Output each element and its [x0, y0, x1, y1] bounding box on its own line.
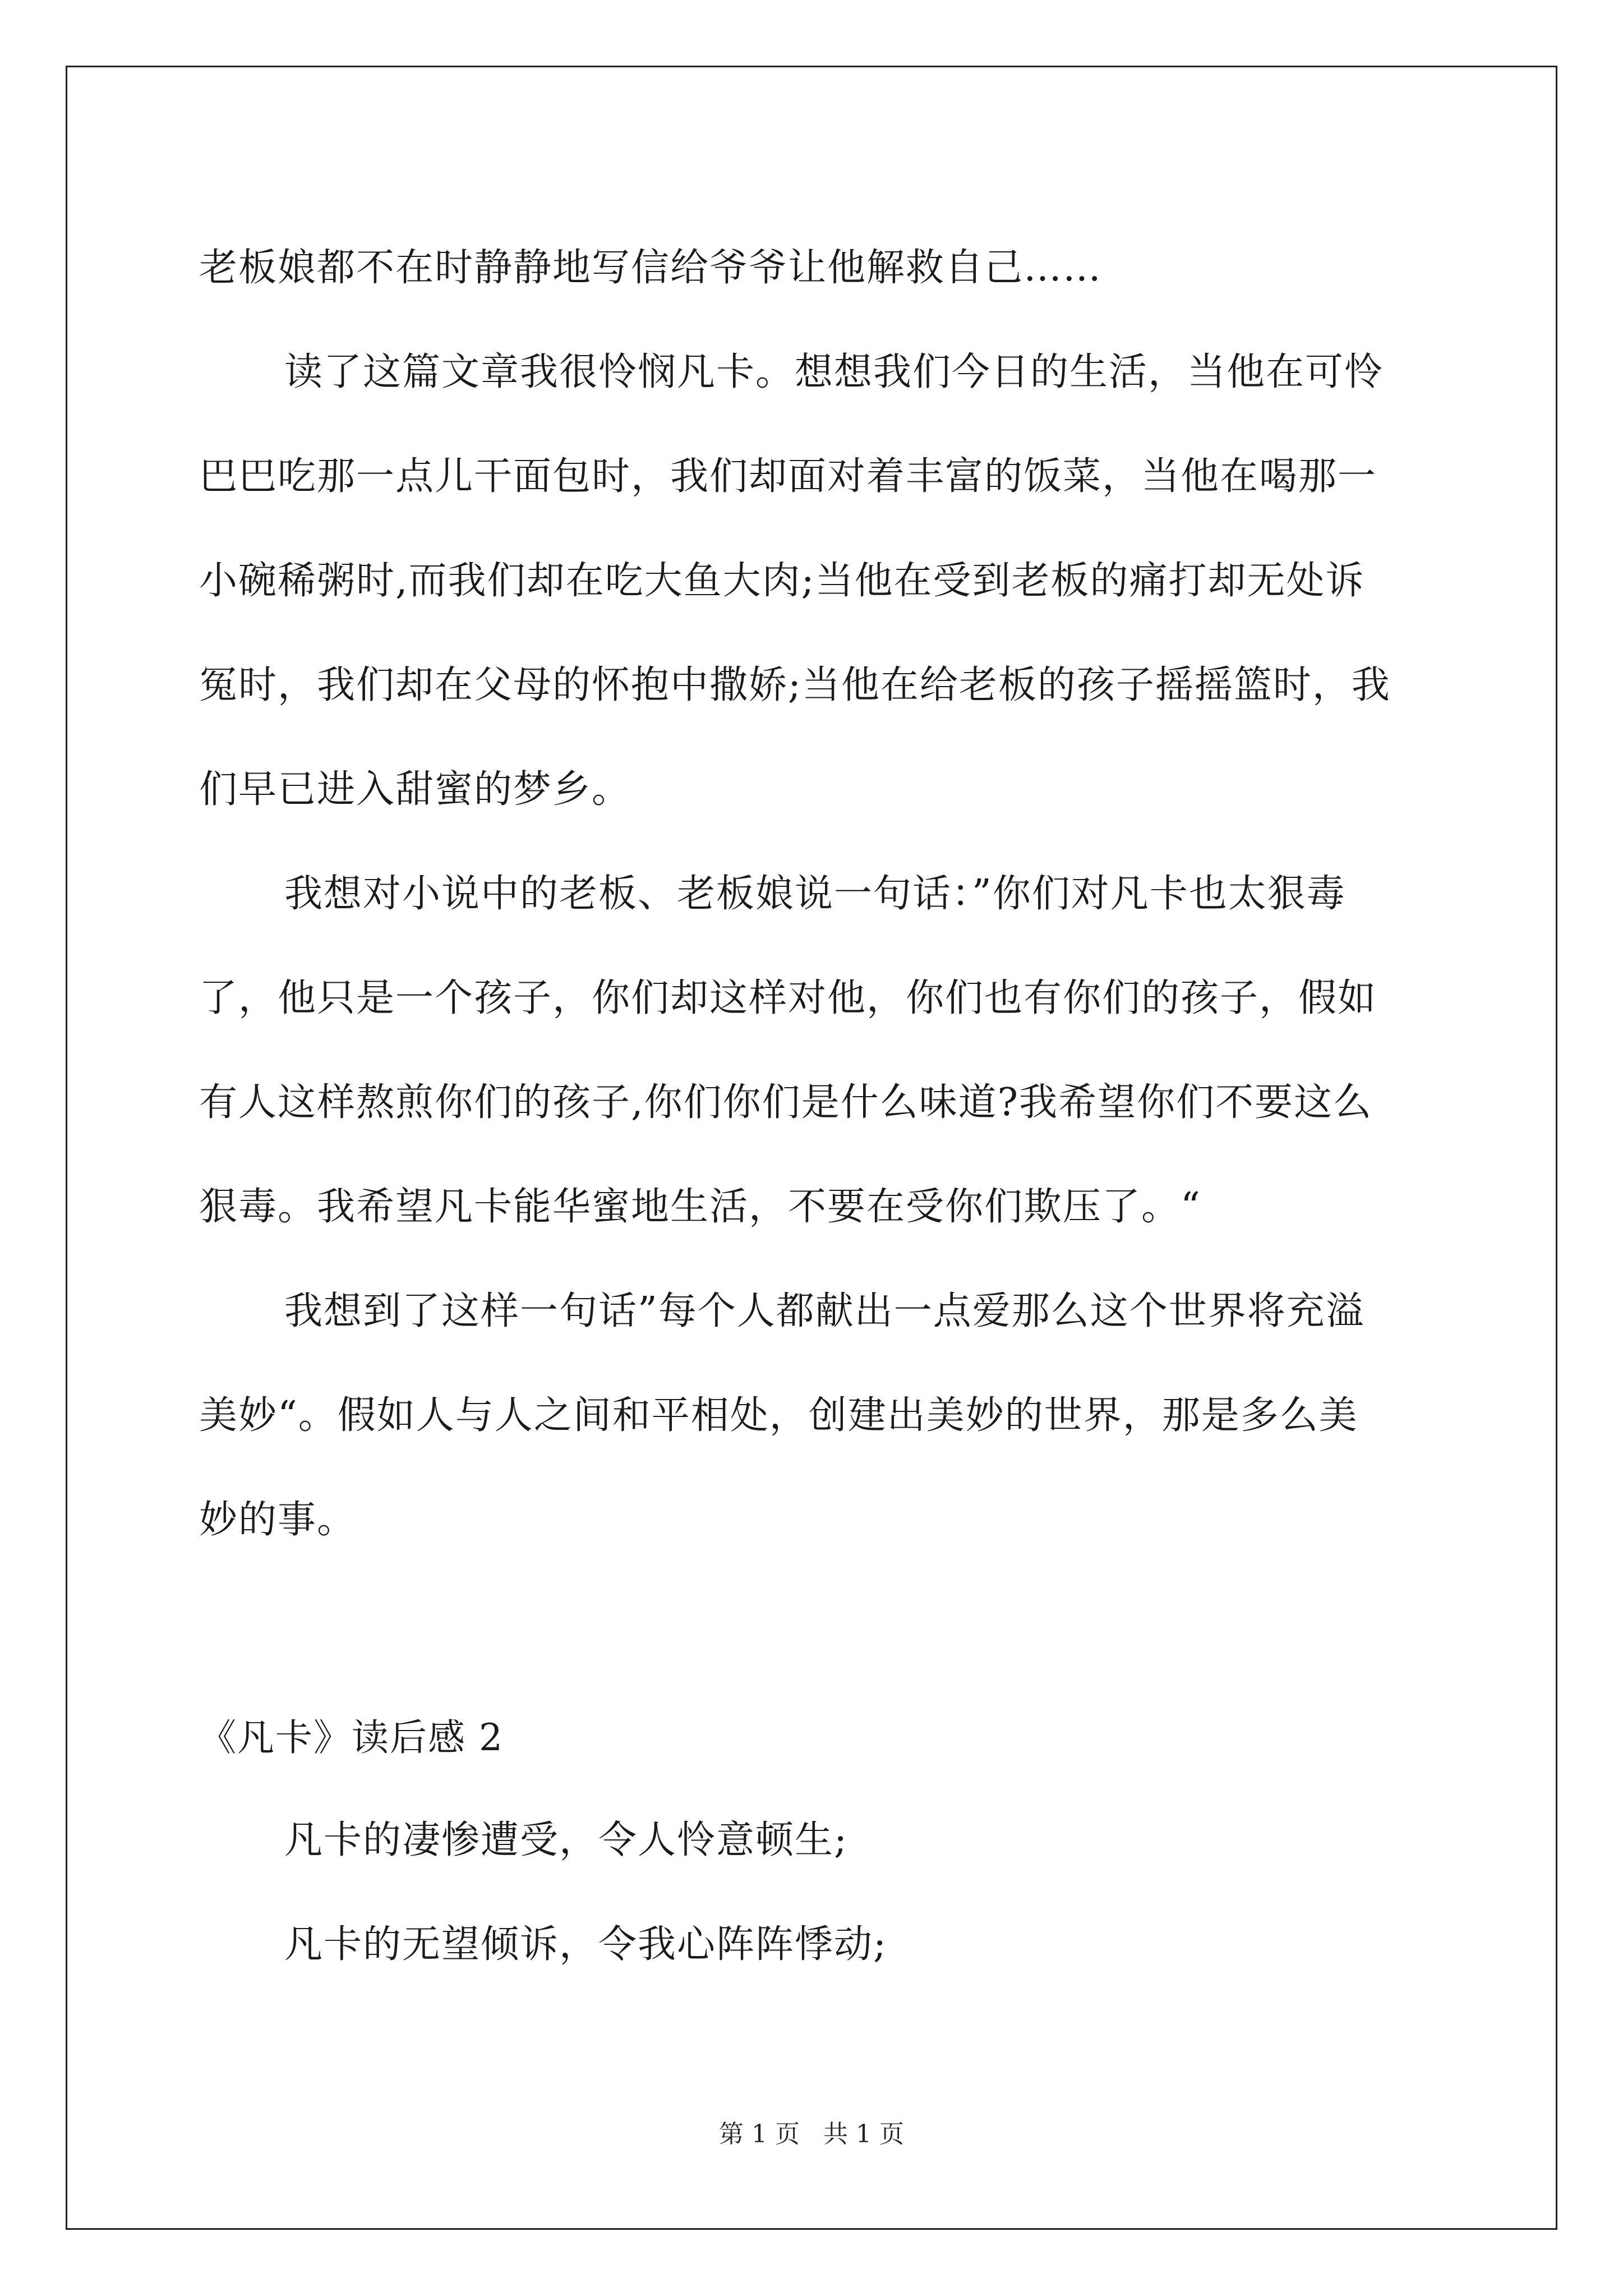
section-gap — [199, 1572, 1433, 1699]
text-line: 我想到了这样一句话”每个人都献出一点爱那么这个世界将充溢 — [284, 1289, 1365, 1333]
page-footer — [0, 2118, 1623, 2151]
text-line: 狠毒。我希望凡卡能华蜜地生活，不要在受你们欺压了。“ — [199, 1185, 1201, 1229]
text-line: 有人这样熬煎你们的孩子,你们你们是什么味道?我希望你们不要这么 — [199, 1080, 1373, 1125]
text-line: 了，他只是一个孩子，你们却这样对他，你们也有你们的孩子，假如 — [199, 976, 1377, 1020]
text-line: 美妙“。假如人与人之间和平相处，创建出美妙的世界，那是多么美 — [199, 1393, 1358, 1438]
text-line: 妙的事。 — [199, 1498, 357, 1542]
text-line: 凡卡的凄惨遭受，令人怜意顿生; — [284, 1818, 848, 1862]
text-line: 们早已进入甜蜜的梦乡。 — [199, 767, 631, 812]
page-number-current: 第 1 页 — [719, 2120, 800, 2148]
paragraph-to-boss — [199, 842, 1433, 1259]
paragraph-miserable — [199, 1788, 1433, 1893]
paragraph-hopeless — [199, 1893, 1433, 1997]
text-line: 老板娘都不在时静静地写信给爷爷让他解救自己…… — [199, 246, 1103, 290]
text-line: 巴巴吃那一点儿干面包时，我们却面对着丰富的饭菜，当他在喝那一 — [199, 454, 1377, 499]
title-gap — [199, 1777, 1433, 1788]
paragraph-love-world — [199, 1259, 1433, 1572]
text-line: 冤时，我们却在父母的怀抱中撒娇;当他在给老板的孩子摇摇篮时，我 — [199, 663, 1391, 707]
document-body — [199, 216, 1433, 1997]
paragraph-pity-vanka — [199, 320, 1433, 842]
section-title: 《凡卡》读后感 2 — [199, 1716, 504, 1759]
text-line: 我想对小说中的老板、老板娘说一句话：”你们对凡卡也太狠毒 — [284, 872, 1346, 916]
paragraph-continued — [199, 216, 1433, 320]
text-line: 小碗稀粥时,而我们却在吃大鱼大肉;当他在受到老板的痛打却无处诉 — [199, 559, 1365, 603]
text-line: 读了这篇文章我很怜悯凡卡。想想我们今日的生活，当他在可怜 — [284, 350, 1384, 394]
page-number-total: 共 1 页 — [823, 2120, 904, 2148]
text-line: 凡卡的无望倾诉，令我心阵阵悸动; — [284, 1922, 887, 1967]
